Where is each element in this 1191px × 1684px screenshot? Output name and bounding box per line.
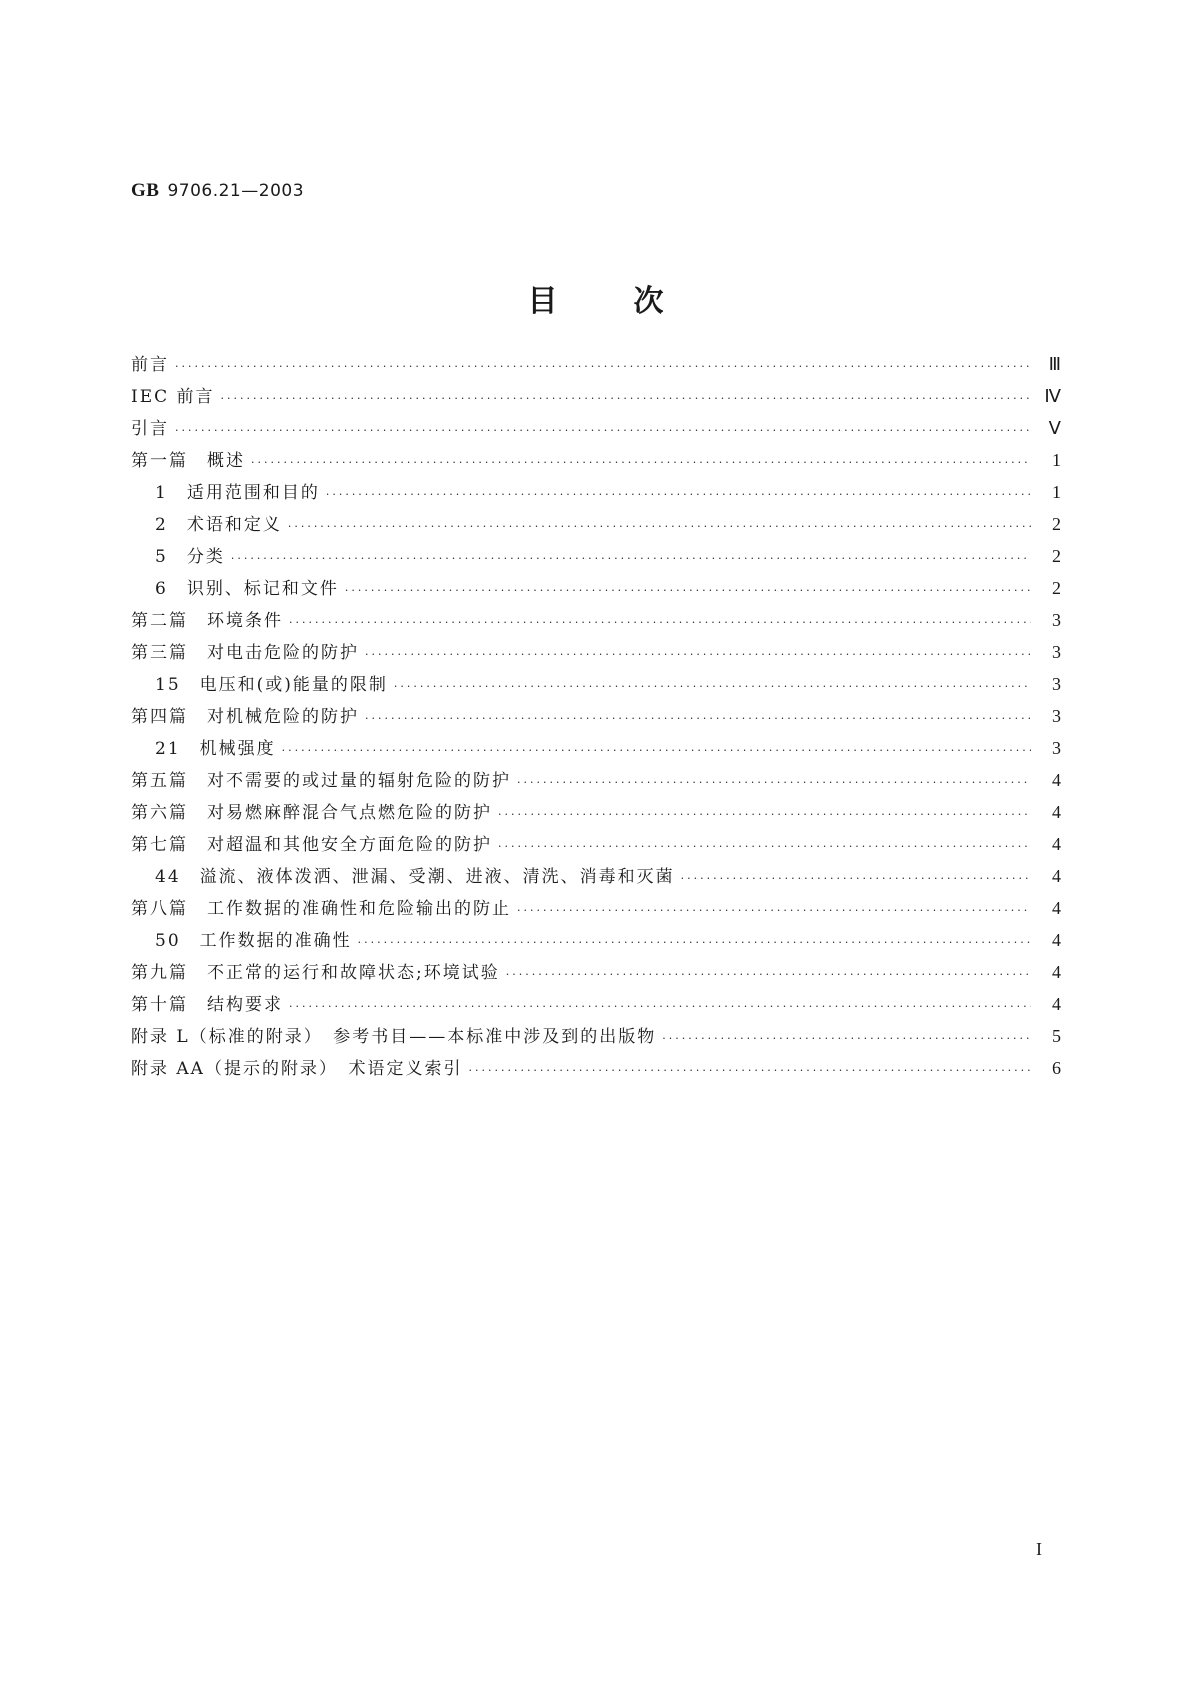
standard-prefix: GB: [131, 180, 160, 201]
toc-entry[interactable]: [131, 508, 1061, 540]
toc-entry-page: 5: [1052, 1026, 1061, 1046]
toc-entry-page: 4: [1052, 770, 1061, 790]
toc-entry-page: 4: [1052, 898, 1061, 918]
dot-leader: [365, 703, 1031, 735]
toc-entry[interactable]: [131, 860, 1061, 892]
dot-leader: [282, 735, 1031, 767]
toc-entry[interactable]: [131, 796, 1061, 828]
toc-entry[interactable]: [131, 1020, 1061, 1052]
dot-leader: [365, 639, 1031, 671]
toc-entry-label: 第一篇 概述: [131, 451, 245, 471]
dot-leader: [251, 447, 1031, 479]
dot-leader: [289, 607, 1031, 639]
page-title: [0, 276, 1191, 320]
toc-entry-label: 6 识别、标记和文件: [155, 579, 339, 599]
toc-entry[interactable]: [131, 700, 1061, 732]
toc-entry-page: 3: [1052, 610, 1061, 630]
toc-entry-label: 50 工作数据的准确性: [155, 931, 352, 951]
toc-entry-label: 5 分类: [155, 547, 225, 567]
toc-entry-label: 第四篇 对机械危险的防护: [131, 707, 359, 727]
toc-entry[interactable]: [131, 380, 1061, 412]
toc-entry-label: 附录 L（标准的附录） 参考书目——本标准中涉及到的出版物: [131, 1027, 657, 1047]
toc-entry-page: 1: [1052, 450, 1061, 470]
toc-entry-page: Ⅴ: [1048, 418, 1061, 438]
dot-leader: [498, 799, 1031, 831]
toc-entry[interactable]: [131, 924, 1061, 956]
toc-entry-label: 第六篇 对易燃麻醉混合气点燃危险的防护: [131, 803, 492, 823]
dot-leader: [221, 383, 1031, 415]
toc-entry-label: 21 机械强度: [155, 739, 276, 759]
toc-entry-page: 4: [1052, 994, 1061, 1014]
dot-leader: [517, 767, 1031, 799]
dot-leader: [468, 1055, 1031, 1087]
toc-entry-label: 第十篇 结构要求: [131, 995, 283, 1015]
toc-entry[interactable]: [131, 540, 1061, 572]
table-of-contents: [131, 348, 1061, 1084]
toc-entry-label: 第三篇 对电击危险的防护: [131, 643, 359, 663]
toc-entry-label: 前言: [131, 355, 169, 375]
toc-entry-page: 3: [1052, 642, 1061, 662]
dot-leader: [517, 895, 1031, 927]
toc-entry[interactable]: [131, 892, 1061, 924]
document-header: [131, 180, 304, 202]
dot-leader: [345, 575, 1031, 607]
dot-leader: [498, 831, 1031, 863]
toc-entry[interactable]: [131, 476, 1061, 508]
toc-entry-label: 第七篇 对超温和其他安全方面危险的防护: [131, 835, 492, 855]
toc-entry-label: 第九篇 不正常的运行和故障状态;环境试验: [131, 963, 500, 983]
dot-leader: [231, 543, 1031, 575]
dot-leader: [175, 351, 1031, 383]
toc-entry-label: 1 适用范围和目的: [155, 483, 320, 503]
toc-entry-label: 15 电压和(或)能量的限制: [155, 675, 388, 695]
toc-entry-label: 2 术语和定义: [155, 515, 282, 535]
toc-entry[interactable]: [131, 956, 1061, 988]
toc-entry-page: 3: [1052, 738, 1061, 758]
toc-entry-page: Ⅳ: [1044, 386, 1061, 406]
dot-leader: [358, 927, 1031, 959]
toc-entry[interactable]: [131, 636, 1061, 668]
toc-entry[interactable]: [131, 444, 1061, 476]
toc-entry-label: IEC 前言: [131, 387, 215, 407]
toc-entry[interactable]: [131, 348, 1061, 380]
toc-entry[interactable]: [131, 572, 1061, 604]
toc-entry-label: 第八篇 工作数据的准确性和危险输出的防止: [131, 899, 511, 919]
dot-leader: [681, 863, 1031, 895]
toc-entry-page: 6: [1052, 1058, 1061, 1078]
toc-entry[interactable]: [131, 604, 1061, 636]
toc-entry-label: 附录 AA（提示的附录） 术语定义索引: [131, 1059, 463, 1079]
standard-number: 9706.21—2003: [167, 181, 305, 201]
dot-leader: [662, 1023, 1031, 1055]
dot-leader: [288, 511, 1031, 543]
toc-entry-page: 3: [1052, 706, 1061, 726]
toc-entry-label: 第二篇 环境条件: [131, 611, 283, 631]
toc-entry-page: 2: [1052, 514, 1061, 534]
toc-entry[interactable]: [131, 1052, 1061, 1084]
toc-entry[interactable]: [131, 764, 1061, 796]
dot-leader: [326, 479, 1031, 511]
toc-entry-page: 3: [1052, 674, 1061, 694]
title-char-1: 目: [527, 284, 558, 319]
toc-entry[interactable]: [131, 988, 1061, 1020]
toc-entry[interactable]: [131, 668, 1061, 700]
toc-entry-page: 1: [1052, 482, 1061, 502]
toc-entry-page: Ⅲ: [1048, 354, 1061, 374]
toc-entry-label: 第五篇 对不需要的或过量的辐射危险的防护: [131, 771, 511, 791]
toc-entry[interactable]: [131, 828, 1061, 860]
dot-leader: [289, 991, 1031, 1023]
toc-entry-page: 2: [1052, 578, 1061, 598]
toc-entry-page: 2: [1052, 546, 1061, 566]
dot-leader: [175, 415, 1031, 447]
page-number: I: [1036, 1539, 1042, 1559]
toc-entry[interactable]: [131, 732, 1061, 764]
toc-entry-label: 引言: [131, 419, 169, 439]
title-char-2: 次: [633, 284, 664, 319]
toc-entry-page: 4: [1052, 962, 1061, 982]
toc-entry-label: 44 溢流、液体泼洒、泄漏、受潮、进液、清洗、消毒和灭菌: [155, 867, 675, 887]
toc-entry[interactable]: [131, 412, 1061, 444]
toc-entry-page: 4: [1052, 802, 1061, 822]
toc-entry-page: 4: [1052, 866, 1061, 886]
dot-leader: [506, 959, 1031, 991]
dot-leader: [394, 671, 1031, 703]
toc-entry-page: 4: [1052, 930, 1061, 950]
toc-entry-page: 4: [1052, 834, 1061, 854]
